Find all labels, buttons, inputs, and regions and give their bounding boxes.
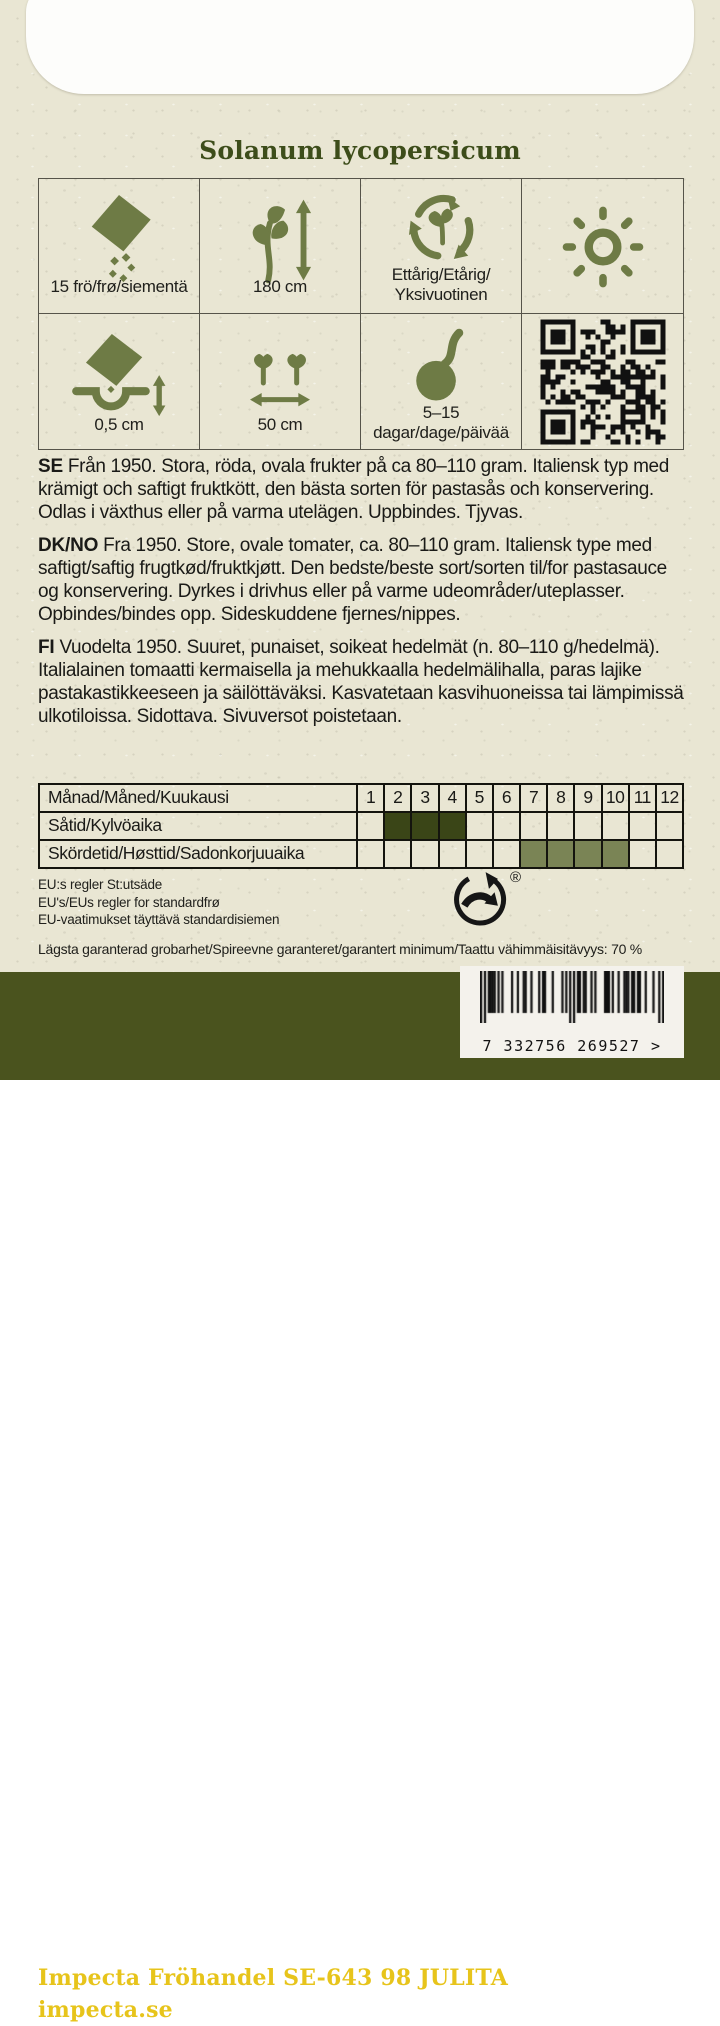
month-header-1: 1	[358, 785, 385, 811]
month-header-12: 12	[660, 787, 679, 807]
eu-rules-block	[38, 876, 458, 929]
eu-rule-dk-no: EU's/EUs regler for standardfrø	[38, 894, 220, 910]
description-se-text: Från 1950. Stora, röda, ovala frukter på ca 80–110 gram. Italiensk typ med krämigt och saftigt fruktkött, den bästa sorten för pastasås och konservering. Odlas i växthus eller på varma utelägen. Uppbindes. Tjyvas.	[38, 456, 669, 523]
harvest-month-1	[358, 841, 385, 867]
month-header-6: 6	[494, 785, 521, 811]
month-header-9: 9	[575, 785, 602, 811]
harvest-row-label: Skördetid/Høsttid/Sadonkorjuuaika	[40, 841, 358, 867]
packet-top-flap	[26, 0, 694, 94]
harvest-month-10	[603, 841, 630, 867]
info-cell-sun-exposure	[522, 179, 683, 314]
sowing-month-11	[630, 813, 657, 839]
ean-barcode	[480, 971, 664, 1023]
harvest-month-12	[657, 841, 682, 867]
plant-spacing-icon	[238, 338, 322, 418]
description-fi-text: Vuodelta 1950. Suuret, punaiset, soikeat hedelmät (n. 80–110 g/hedelmä). Italialainen tomaatti kermaisella ja mehukkaalla hedelmälihalla, paras lajike pastakastikkeeseen ja säilöttäväksi. Kasvatetaan kasvihuoneissa tai lämpimissä ulkotiloissa. Sidottava. Sivuversot poistetaan.	[38, 637, 684, 727]
sowing-month-7	[521, 813, 548, 839]
sowing-month-5	[467, 813, 494, 839]
footer-text	[38, 1962, 508, 2026]
harvest-month-6	[494, 841, 521, 867]
life-cycle-label: Ettårig/Etårig/ Yksivuotinen	[391, 265, 491, 304]
eu-rule-fi: EU-vaatimukset täyttävä standardisiemen	[38, 912, 280, 927]
month-header-3: 3	[412, 785, 439, 811]
sowing-month-12	[657, 813, 682, 839]
calendar-sowing-row	[40, 813, 682, 841]
calendar-month-header	[358, 785, 682, 811]
germination-icon	[408, 326, 474, 404]
info-cell-sowing-depth	[39, 314, 200, 449]
sowing-month-8	[548, 813, 575, 839]
calendar-header-label: Månad/Måned/Kuukausi	[40, 785, 358, 811]
plant-spacing-label: 50 cm	[257, 415, 303, 434]
sowing-month-6	[494, 813, 521, 839]
harvest-month-7	[521, 841, 548, 867]
info-cell-qr	[522, 314, 683, 449]
month-header-2: 2	[385, 785, 412, 811]
month-header-7: 7	[521, 785, 548, 811]
harvest-month-4	[440, 841, 467, 867]
sowing-row-label: Såtid/Kylvöaika	[40, 813, 358, 839]
harvest-month-9	[575, 841, 602, 867]
qr-code	[540, 319, 665, 444]
germination-time-label: 5–15 dagar/dage/päivää	[373, 403, 509, 442]
harvest-month-8	[548, 841, 575, 867]
company-website: impecta.se	[38, 1997, 173, 2023]
green-dot-recycling-icon	[452, 871, 508, 927]
seed-packet-icon	[75, 193, 163, 285]
sowing-month-10	[603, 813, 630, 839]
sowing-month-3	[412, 813, 439, 839]
month-header-4: 4	[440, 785, 467, 811]
description-se	[38, 455, 690, 524]
eu-rule-se: EU:s regler St:utsäde	[38, 877, 163, 892]
sowing-month-1	[358, 813, 385, 839]
info-cell-life-cycle	[361, 179, 522, 314]
barcode-digits: 7 332756 269527 >	[482, 1037, 662, 1055]
sowing-row-cells	[358, 813, 682, 839]
sowing-month-4	[440, 813, 467, 839]
lang-label-dk-no: DK/NO	[38, 535, 99, 556]
info-cell-seed-count	[39, 179, 200, 314]
info-cell-germination-time	[361, 314, 522, 449]
lang-label-fi: FI	[38, 637, 55, 658]
annual-cycle-icon	[401, 187, 481, 267]
description-fi	[38, 636, 690, 728]
germination-guarantee-line: Lägsta garanterad grobarhet/Spireevne garanteret/garantert minimum/Taattu vähimmäisitävyys: 70 %	[38, 941, 642, 957]
harvest-month-11	[630, 841, 657, 867]
sowing-depth-label: 0,5 cm	[94, 415, 144, 434]
company-address: Impecta Fröhandel SE-643 98 JULITA	[38, 1965, 509, 1991]
info-cell-plant-spacing	[200, 314, 361, 449]
botanical-name-title: Solanum lycopersicum	[199, 136, 521, 165]
month-header-8: 8	[548, 785, 575, 811]
month-header-5: 5	[467, 785, 494, 811]
info-icon-grid	[38, 178, 684, 450]
barcode-box	[460, 966, 684, 1058]
registered-trademark-symbol: ®	[510, 869, 522, 886]
sowing-calendar	[38, 783, 684, 869]
sun-icon	[561, 205, 645, 289]
info-cell-plant-height	[200, 179, 361, 314]
plant-height-icon	[238, 197, 322, 283]
month-header-11: 11	[630, 785, 657, 811]
harvest-month-5	[467, 841, 494, 867]
seed-count-label: 15 frö/frø/siementä	[50, 277, 188, 296]
plant-height-label: 180 cm	[253, 277, 307, 296]
sowing-depth-icon	[69, 334, 169, 418]
lang-label-se: SE	[38, 456, 63, 477]
calendar-header-row	[40, 785, 682, 813]
harvest-row-cells	[358, 841, 682, 867]
sowing-month-2	[385, 813, 412, 839]
description-dk-no-text: Fra 1950. Store, ovale tomater, ca. 80–110 gram. Italiensk type med saftigt/saftig frugtkød/fruktkjøtt. Den bedste/beste sort/sorten til/for pastasauce og konservering. Dyrkes i drivhus eller på varme udeområder/uteplasser. Opbindes/bindes opp. Sideskuddene fjernes/nippes.	[38, 535, 667, 625]
calendar-harvest-row	[40, 841, 682, 867]
harvest-month-2	[385, 841, 412, 867]
harvest-month-3	[412, 841, 439, 867]
variety-descriptions	[38, 455, 690, 738]
month-header-10: 10	[603, 785, 630, 811]
description-dk-no	[38, 534, 690, 626]
sowing-month-9	[575, 813, 602, 839]
